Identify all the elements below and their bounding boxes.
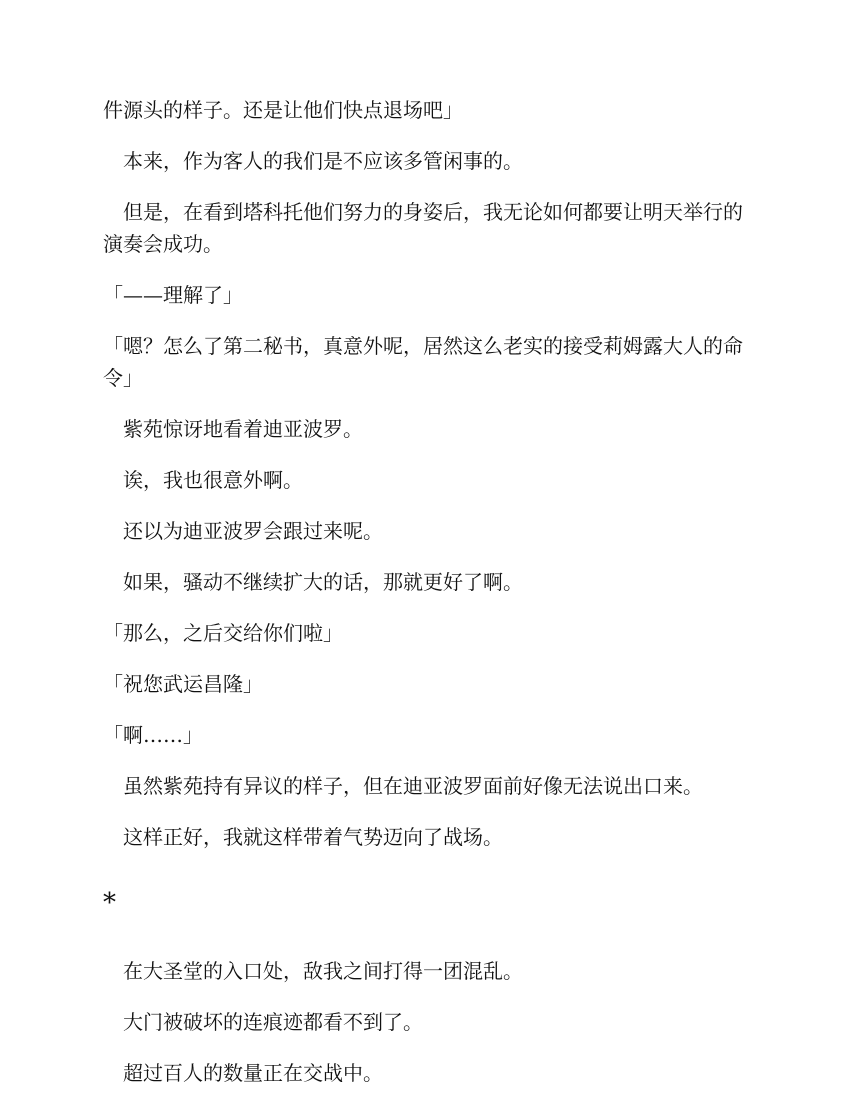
- paragraph: 还以为迪亚波罗会跟过来呢。: [123, 519, 383, 543]
- paragraph: 大门被破坏的连痕迹都看不到了。: [123, 1010, 423, 1034]
- dialogue-line: 「——理解了」: [103, 283, 243, 307]
- dialogue-line: 「祝您武运昌隆」: [103, 672, 263, 696]
- paragraph: 紫苑惊讶地看着迪亚波罗。: [123, 417, 363, 441]
- paragraph: 但是，在看到塔科托他们努力的身姿后，我无论如何都要让明天举行的演奏会成功。: [103, 200, 743, 256]
- paragraph: 件源头的样子。还是让他们快点退场吧」: [103, 98, 463, 122]
- text-block-bottom: [103, 955, 751, 1089]
- dialogue-line: 「啊……」: [103, 723, 203, 747]
- document-body: [103, 94, 751, 1108]
- paragraph: 超过百人的数量正在交战中。: [123, 1061, 383, 1085]
- paragraph: 本来，作为客人的我们是不应该多管闲事的。: [123, 149, 523, 173]
- paragraph: 这样正好，我就这样带着气势迈向了战场。: [123, 825, 503, 849]
- dialogue-line: 「嗯？怎么了第二秘书，真意外呢，居然这么老实的接受莉姆露大人的命令」: [103, 334, 743, 390]
- section-break-asterisk: *: [103, 888, 116, 918]
- paragraph: 如果，骚动不继续扩大的话，那就更好了啊。: [123, 570, 523, 594]
- dialogue-line: 「那么，之后交给你们啦」: [103, 621, 343, 645]
- text-block-top: [103, 94, 751, 853]
- paragraph: 在大圣堂的入口处，敌我之间打得一团混乱。: [123, 959, 523, 983]
- paragraph: 虽然紫苑持有异议的样子，但在迪亚波罗面前好像无法说出口来。: [123, 774, 703, 798]
- paragraph: 诶，我也很意外啊。: [123, 468, 303, 492]
